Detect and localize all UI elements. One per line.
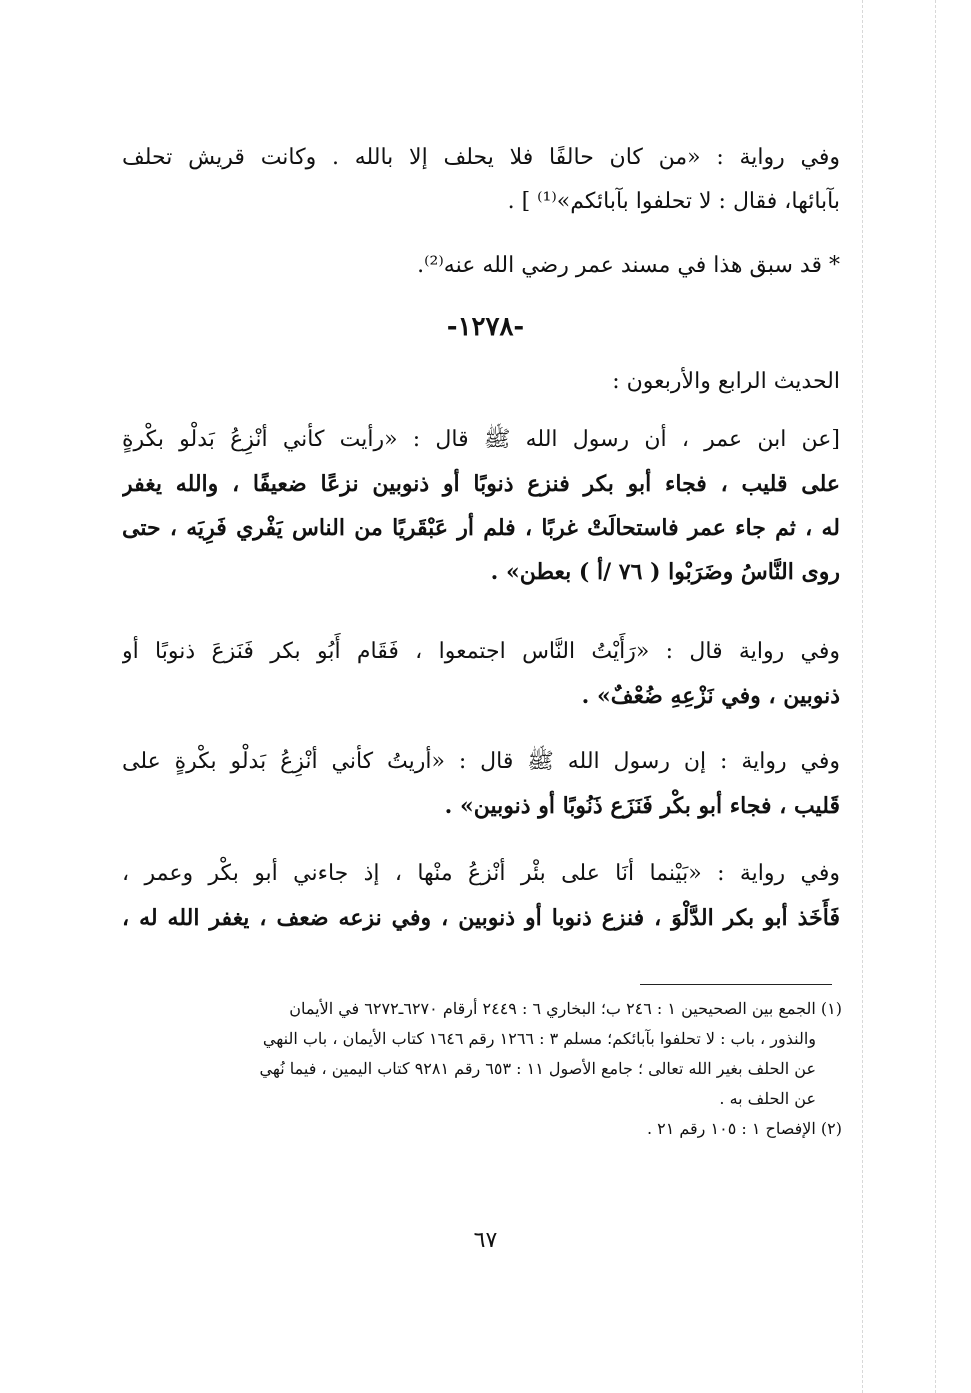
paragraph-narration-4 <box>122 852 840 940</box>
heading-text: الحديث الرابع والأربعون : <box>612 369 840 394</box>
paragraph-narration-3 <box>122 740 840 828</box>
text-line: له ، ثم جاء عمر فاستحالَتْ غربًا ، فلم أر عَبْقَريًا من الناس يَفْري فَرِيَه ، حتى <box>122 515 840 541</box>
section-heading <box>122 360 840 404</box>
paragraph-narration-oath <box>122 136 840 224</box>
text-line: روى النَّاسُ وضَرَبْوا ( ٧٦ /أ ) بعطن» . <box>490 559 840 585</box>
text-line: وفي رواية : إن رسول الله ﷺ قال : «أريتُ كأني أنْزِعُ بَدلْو بكْرةٍ على <box>122 749 840 774</box>
text-line: فَأَخَذ أبو بكر الدَّلْوَ ، فنزع ذنوبا أو ذنوبين ، وفي نزعه ضعف ، يغفر الله له ، <box>122 905 840 931</box>
cross-reference-note <box>122 244 840 288</box>
footnote-1-line: عن الحلف به . <box>719 1089 816 1108</box>
text-line: وفي رواية : «من كان حالفًا فلا يحلف إلا بالله . وكانت قريش تحلف <box>122 145 840 170</box>
footnote-2: (٢) الإفصاح ١ : ١٠٥ رقم ٢١ . <box>646 1119 842 1138</box>
text-line: [عن ابن عمر ، أن رسول الله ﷺ قال : «رأيت كأني أنْزِعُ بَدلْو بكْرةٍ <box>122 427 840 452</box>
text-line: * قد سبق هذا في مسند عمر رضي الله عنه⁽²⁾. <box>417 253 840 278</box>
text-line: بآبائها، فقال : لا تحلفوا بآبائكم»⁽¹⁾ ] . <box>507 189 840 214</box>
text-line: على قليب ، فجاء أبو بكر فنزع ذنوبًا أو ذنوبين نزعًا ضعيفًا ، والله يغفر <box>122 471 840 497</box>
footnote-1-line: (١) الجمع بين الصحيحين ١ : ٢٤٦ ب؛ البخاري ٦ : ٢٤٤٩ أرقام ٦٢٧٠ـ٦٢٧٢ في الأيمان <box>289 999 842 1018</box>
text-line: وفي رواية : «بَيْنما أنَا على بئْر أنْزعُ منْها ، إذ جاءني أبو بكْر وعمر ، <box>122 861 840 886</box>
footnote-1-line: عن الحلف بغير الله تعالى ؛ جامع الأصول ١١ : ٦٥٣ رقم ٩٢٨١ كتاب اليمين ، فيما نُهي <box>259 1059 816 1078</box>
text-line: وفي رواية قال : «رَأَيْتُ النَّاس اجتمعوا ، فَقَام أَبُو بكر فَنَزعَ ذنوبًا أو <box>122 639 840 664</box>
margin-guide-line <box>862 0 863 1393</box>
footnote-1-line: والنذور ، باب : لا تحلفوا بآبائكم؛ مسلم ٣ : ١٢٦٦ رقم ١٦٤٦ كتاب الأيمان ، باب النهي <box>262 1029 816 1048</box>
footnote-separator <box>640 984 832 985</box>
text-line: قَليب ، فجاء أبو بكْر فَنَزَع ذَنُوبًا أو ذنوبين» . <box>444 793 840 819</box>
footnotes <box>122 994 842 1144</box>
page-number: ٦٧ <box>473 1228 498 1253</box>
hadith-number: -١٢٧٨- <box>446 312 525 342</box>
paragraph-hadith-main <box>122 418 840 594</box>
text-line: ذنوبين ، وفي نَزْعِهِ ضُعْفٌ» . <box>581 683 840 709</box>
margin-guide-line <box>935 0 936 1393</box>
paragraph-narration-2 <box>122 630 840 718</box>
